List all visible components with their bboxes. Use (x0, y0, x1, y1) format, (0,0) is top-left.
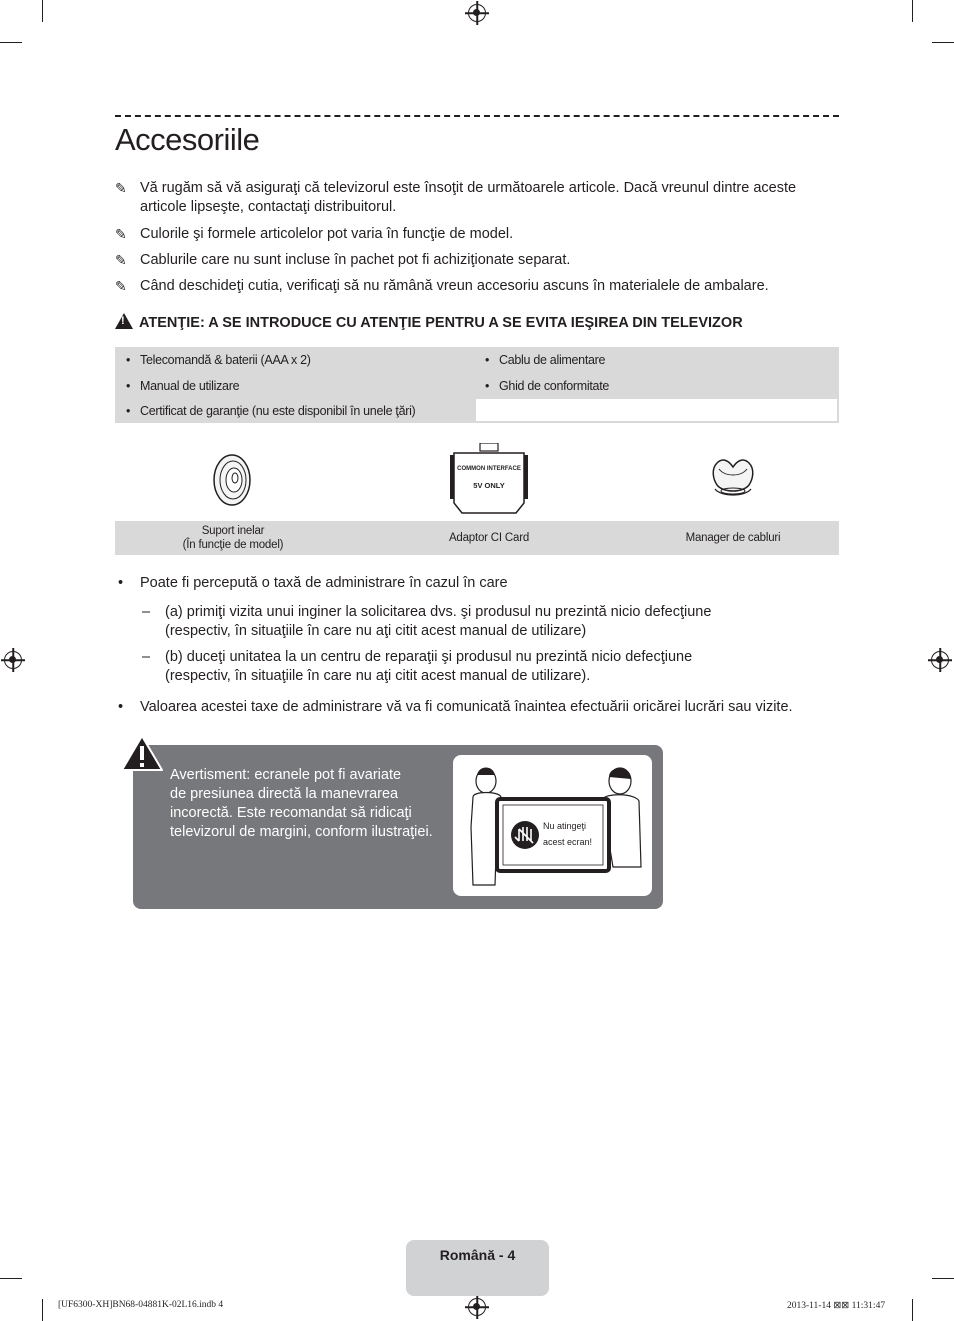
accessory-captions (115, 521, 839, 555)
page-number: Română - 4 (439, 1247, 516, 1263)
bullet-mark: • (118, 575, 124, 591)
note-item (115, 179, 845, 217)
crop-mark (42, 0, 43, 22)
note-text: Cablurile care nu sunt incluse în pachet pot fi achiziţionate separat. (140, 252, 571, 268)
fee-case-b: (respectiv, în situaţiile în care nu aţi citit acest manual de utilizare). (165, 668, 591, 684)
note-item (115, 277, 845, 296)
dash-mark: – (142, 649, 151, 665)
crop-mark (932, 42, 954, 43)
warning-line: televizorul de margini, conform ilustraţiei. (170, 824, 433, 840)
caption-text: Suport inelar (201, 525, 265, 537)
list-item: • Manual de utilizare (140, 379, 239, 393)
fee-outro: Valoarea acestei taxe de administrare vă va fi comunicată înaintea efectuării oricărei lucrări sau vizite. (140, 699, 793, 715)
list-item: • Ghid de conformitate (499, 379, 609, 393)
crop-mark (42, 1299, 43, 1321)
caption-cable-manager (627, 521, 839, 555)
crop-mark (912, 1299, 913, 1321)
crop-mark (0, 42, 22, 43)
bullet-mark: • (118, 699, 124, 715)
ci-card-label: COMMON INTERFACE (457, 466, 521, 472)
note-item (115, 251, 845, 270)
page-title: Accesoriile (115, 122, 260, 157)
ci-card-adapter-icon (450, 443, 528, 515)
tv-screen-text (543, 818, 592, 850)
note-item (115, 225, 845, 244)
cable-manager-icon (709, 457, 757, 501)
tv-handling-illustration (453, 755, 652, 896)
crop-mark (932, 1278, 954, 1279)
ci-card-voltage: 5V ONLY (473, 481, 505, 490)
caption-ci-card (351, 521, 627, 555)
note-text: Când deschideţi cutia, verificaţi să nu rămână vreun accesoriu ascuns în materialele de ambalare. (140, 278, 769, 294)
pencil-icon: ✎ (115, 252, 127, 268)
registration-mark-icon (468, 4, 486, 22)
fee-case-a: (a) primiţi vizita unui inginer la solicitarea dvs. şi produsul nu prezintă nicio defecţiune (165, 604, 712, 620)
crop-mark (0, 1278, 22, 1279)
footer-file-info: [UF6300-XH]BN68-04881K-02L16.indb 4 (58, 1300, 224, 1310)
crop-mark (912, 0, 913, 22)
fee-intro: Poate fi percepută o taxă de administrare în cazul în care (140, 575, 508, 591)
caption-text: Adaptor CI Card (448, 532, 530, 544)
caution-text: ATENŢIE: A SE INTRODUCE CU ATENŢIE PENTRU A SE EVITA IEŞIREA DIN TELEVIZOR (139, 315, 743, 331)
caption-text: (În funcţie de model) (182, 539, 284, 551)
pencil-icon: ✎ (115, 180, 127, 196)
caption-text: Manager de cabluri (685, 532, 781, 544)
caution-heading (115, 313, 743, 331)
registration-mark-icon (931, 651, 949, 669)
registration-mark-icon (4, 651, 22, 669)
tv-screen-line: Nu atingeţi (543, 821, 587, 831)
list-item: • Telecomandă & baterii (AAA x 2) (140, 353, 311, 367)
page-number-tab (406, 1240, 549, 1296)
note-text: Culorile şi formele articolelor pot varia în funcţie de model. (140, 226, 514, 242)
warning-line: Avertisment: ecranele pot fi avariate (170, 767, 402, 783)
empty-cell (475, 398, 838, 422)
warning-text (170, 766, 452, 842)
caption-holder-ring (115, 521, 351, 555)
holder-ring-icon (211, 453, 253, 507)
registration-mark-icon (468, 1298, 486, 1316)
fee-case-b: (b) duceţi unitatea la un centru de reparaţii şi produsul nu prezintă nicio defecţiune (165, 649, 693, 665)
footer-timestamp: 2013-11-14 ⊠⊠ 11:31:47 (787, 1301, 886, 1311)
pencil-icon: ✎ (115, 226, 127, 242)
pencil-icon: ✎ (115, 278, 127, 294)
warning-line: incorectă. Este recomandat să ridicaţi (170, 805, 412, 821)
dash-mark: – (142, 604, 151, 620)
list-item: • Cablu de alimentare (499, 353, 605, 367)
list-item: • Certificat de garanţie (nu este disponibil în unele ţări) (140, 404, 415, 418)
title-divider (115, 115, 839, 117)
warning-triangle-icon (115, 313, 133, 329)
warning-triangle-icon (120, 734, 164, 772)
fee-case-a: (respectiv, în situaţiile în care nu aţi citit acest manual de utilizare) (165, 623, 587, 639)
warning-line: de presiunea directă la manevrarea (170, 786, 399, 802)
tv-screen-line: acest ecran! (543, 837, 593, 847)
note-text: Vă rugăm să vă asiguraţi că televizorul este însoţit de următoarele articole. Dacă vreunul dintre aceste articole lipseşte, contactaţi distribuitorul. (140, 180, 797, 215)
